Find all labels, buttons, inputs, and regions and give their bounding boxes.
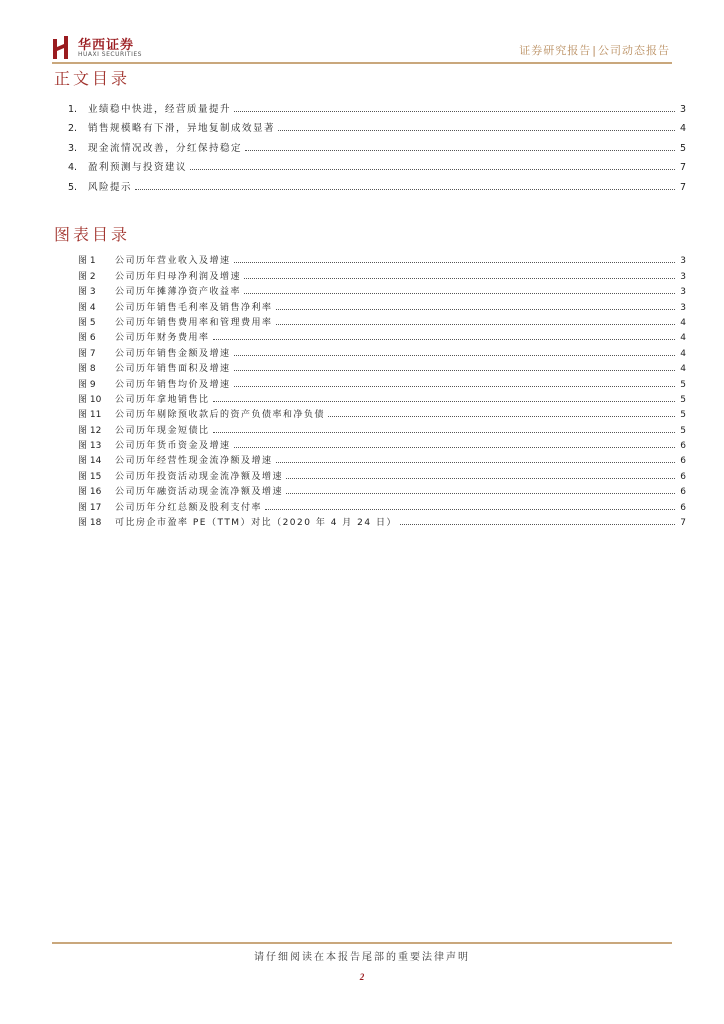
- entry-page-number: 5: [679, 142, 686, 154]
- entry-number: 2.: [68, 123, 78, 134]
- dot-leader: [234, 110, 675, 112]
- logo-subtitle: HUAXI SECURITIES: [78, 51, 142, 58]
- dot-leader: [245, 149, 675, 151]
- dot-leader: [135, 188, 675, 190]
- entry-page-number: 6: [680, 471, 686, 482]
- dot-leader: [328, 415, 675, 417]
- entry-number: 图 18: [78, 518, 102, 529]
- entry-title: 公司历年融资活动现金流净额及增速: [115, 487, 284, 498]
- dot-leader: [244, 292, 675, 294]
- entry-title: 公司历年财务费用率: [115, 333, 210, 344]
- entry-page-number: 3: [680, 256, 686, 267]
- entry-title: 公司历年摊薄净资产收益率: [115, 287, 242, 298]
- logo-name: 华西证券: [78, 38, 135, 53]
- entry-number: 图 14: [78, 456, 102, 467]
- entry-title: 公司历年销售毛利率及销售净利率: [115, 302, 273, 313]
- entry-page-number: 7: [679, 181, 686, 193]
- entry-page-number: 6: [680, 441, 686, 452]
- dot-leader: [213, 338, 675, 340]
- figure-entry[interactable]: [78, 497, 686, 512]
- entry-title: 销售规模略有下滑，异地复制成效显著: [88, 123, 276, 134]
- entry-number: 图 15: [78, 471, 102, 482]
- figures-list: [78, 251, 686, 528]
- figure-entry[interactable]: [78, 328, 686, 343]
- contents-entry[interactable]: [68, 173, 686, 193]
- entry-page-number: 6: [680, 487, 686, 498]
- figure-entry[interactable]: [78, 482, 686, 497]
- entry-number: 图 3: [78, 287, 96, 298]
- entry-number: 图 11: [78, 410, 102, 421]
- dot-leader: [276, 323, 675, 325]
- contents-title: 正文目录: [54, 69, 131, 88]
- report-category: [519, 42, 670, 58]
- entry-title: 公司历年经营性现金流净额及增速: [115, 456, 273, 467]
- entry-title: 公司历年投资活动现金流净额及增速: [115, 471, 284, 482]
- entry-title: 公司历年销售金额及增速: [115, 348, 231, 359]
- figure-entry[interactable]: [78, 343, 686, 358]
- report-subtype: 公司动态报告: [598, 44, 670, 57]
- entry-number: 图 4: [78, 302, 96, 313]
- figure-entry[interactable]: [78, 359, 686, 374]
- entry-page-number: 4: [680, 333, 686, 344]
- figure-entry[interactable]: [78, 282, 686, 297]
- entry-title: 公司历年销售均价及增速: [115, 379, 231, 390]
- entry-title: 公司历年归母净利润及增速: [115, 271, 242, 282]
- header-divider: [52, 62, 672, 64]
- entry-page-number: 3: [680, 271, 686, 282]
- entry-number: 图 6: [78, 333, 96, 344]
- figure-entry[interactable]: [78, 405, 686, 420]
- contents-entry[interactable]: [68, 134, 686, 154]
- entry-number: 图 1: [78, 256, 96, 267]
- figure-entry[interactable]: [78, 436, 686, 451]
- entry-title: 公司历年现金短债比: [115, 425, 210, 436]
- figure-entry[interactable]: [78, 297, 686, 312]
- entry-page-number: 5: [680, 410, 686, 421]
- entry-page-number: 4: [680, 348, 686, 359]
- dot-leader: [213, 400, 675, 402]
- dot-leader: [286, 477, 675, 479]
- entry-page-number: 3: [680, 302, 686, 313]
- dot-leader: [234, 446, 675, 448]
- dot-leader: [234, 369, 675, 371]
- figure-entry[interactable]: [78, 251, 686, 266]
- entry-title: 公司历年货币资金及增速: [115, 441, 231, 452]
- dot-leader: [213, 431, 675, 433]
- entry-title: 现金流情况改善，分红保持稳定: [88, 142, 243, 154]
- figure-entry[interactable]: [78, 266, 686, 281]
- entry-title: 风险提示: [88, 181, 133, 193]
- dot-leader: [244, 277, 675, 279]
- dot-leader: [286, 492, 675, 494]
- huaxi-logo-icon: [52, 36, 72, 60]
- entry-title: 盈利预测与投资建议: [88, 162, 188, 173]
- header-separator: |: [592, 44, 597, 57]
- entry-title: 业绩稳中快进，经营质量提升: [88, 103, 232, 115]
- entry-title: 公司历年拿地销售比: [115, 394, 210, 405]
- figure-entry[interactable]: [78, 374, 686, 389]
- entry-number: 5.: [68, 181, 78, 193]
- entry-title: 公司历年销售面积及增速: [115, 364, 231, 375]
- dot-leader: [234, 385, 675, 387]
- dot-leader: [234, 354, 675, 356]
- entry-title: 可比房企市盈率 PE（TTM）对比（2020 年 4 月 24 日）: [115, 518, 397, 529]
- contents-entry[interactable]: [68, 115, 686, 135]
- entry-page-number: 5: [680, 425, 686, 436]
- entry-page-number: 6: [680, 456, 686, 467]
- dot-leader: [400, 523, 675, 525]
- report-type: 证券研究报告: [519, 44, 592, 57]
- dot-leader: [276, 461, 675, 463]
- entry-title: 公司历年销售费用率和管理费用率: [115, 317, 273, 328]
- entry-number: 图 8: [78, 364, 96, 375]
- entry-page-number: 4: [680, 364, 686, 375]
- page-number: 2: [359, 972, 365, 982]
- dot-leader: [278, 129, 675, 131]
- company-logo: [52, 34, 162, 62]
- dot-leader: [190, 168, 675, 170]
- entry-number: 图 7: [78, 348, 96, 359]
- entry-number: 图 17: [78, 502, 102, 513]
- figures-title: 图表目录: [54, 225, 131, 244]
- dot-leader: [265, 508, 675, 510]
- entry-number: 3.: [68, 142, 78, 154]
- entry-page-number: 7: [679, 162, 686, 173]
- footer-divider: [52, 942, 672, 944]
- figure-entry[interactable]: [78, 390, 686, 405]
- figure-entry[interactable]: [78, 451, 686, 466]
- entry-page-number: 3: [679, 103, 686, 115]
- contents-entry[interactable]: [68, 154, 686, 174]
- figure-entry[interactable]: [78, 420, 686, 435]
- entry-page-number: 4: [679, 123, 686, 134]
- entry-number: 1.: [68, 103, 78, 115]
- entry-number: 图 10: [78, 394, 102, 405]
- entry-title: 公司历年分红总额及股利支付率: [115, 502, 263, 513]
- entry-page-number: 3: [680, 287, 686, 298]
- legal-disclaimer: 请仔细阅读在本报告尾部的重要法律声明: [254, 952, 470, 963]
- entry-page-number: 6: [680, 502, 686, 513]
- entry-number: 图 5: [78, 317, 96, 328]
- figure-entry[interactable]: [78, 466, 686, 481]
- entry-page-number: 5: [680, 379, 686, 390]
- contents-entry[interactable]: [68, 95, 686, 115]
- figure-entry[interactable]: [78, 513, 686, 528]
- entry-title: 公司历年剔除预收款后的资产负债率和净负债: [115, 410, 326, 421]
- entry-page-number: 7: [680, 518, 686, 529]
- entry-page-number: 5: [680, 394, 686, 405]
- page-header: [52, 34, 672, 64]
- figure-entry[interactable]: [78, 313, 686, 328]
- dot-leader: [234, 261, 675, 263]
- entry-number: 图 2: [78, 271, 96, 282]
- entry-number: 图 13: [78, 441, 102, 452]
- entry-page-number: 4: [680, 317, 686, 328]
- dot-leader: [276, 308, 675, 310]
- entry-number: 图 9: [78, 379, 96, 390]
- entry-number: 图 16: [78, 487, 102, 498]
- entry-title: 公司历年营业收入及增速: [115, 256, 231, 267]
- entry-number: 4.: [68, 162, 78, 173]
- contents-list: [68, 95, 686, 193]
- entry-number: 图 12: [78, 425, 102, 436]
